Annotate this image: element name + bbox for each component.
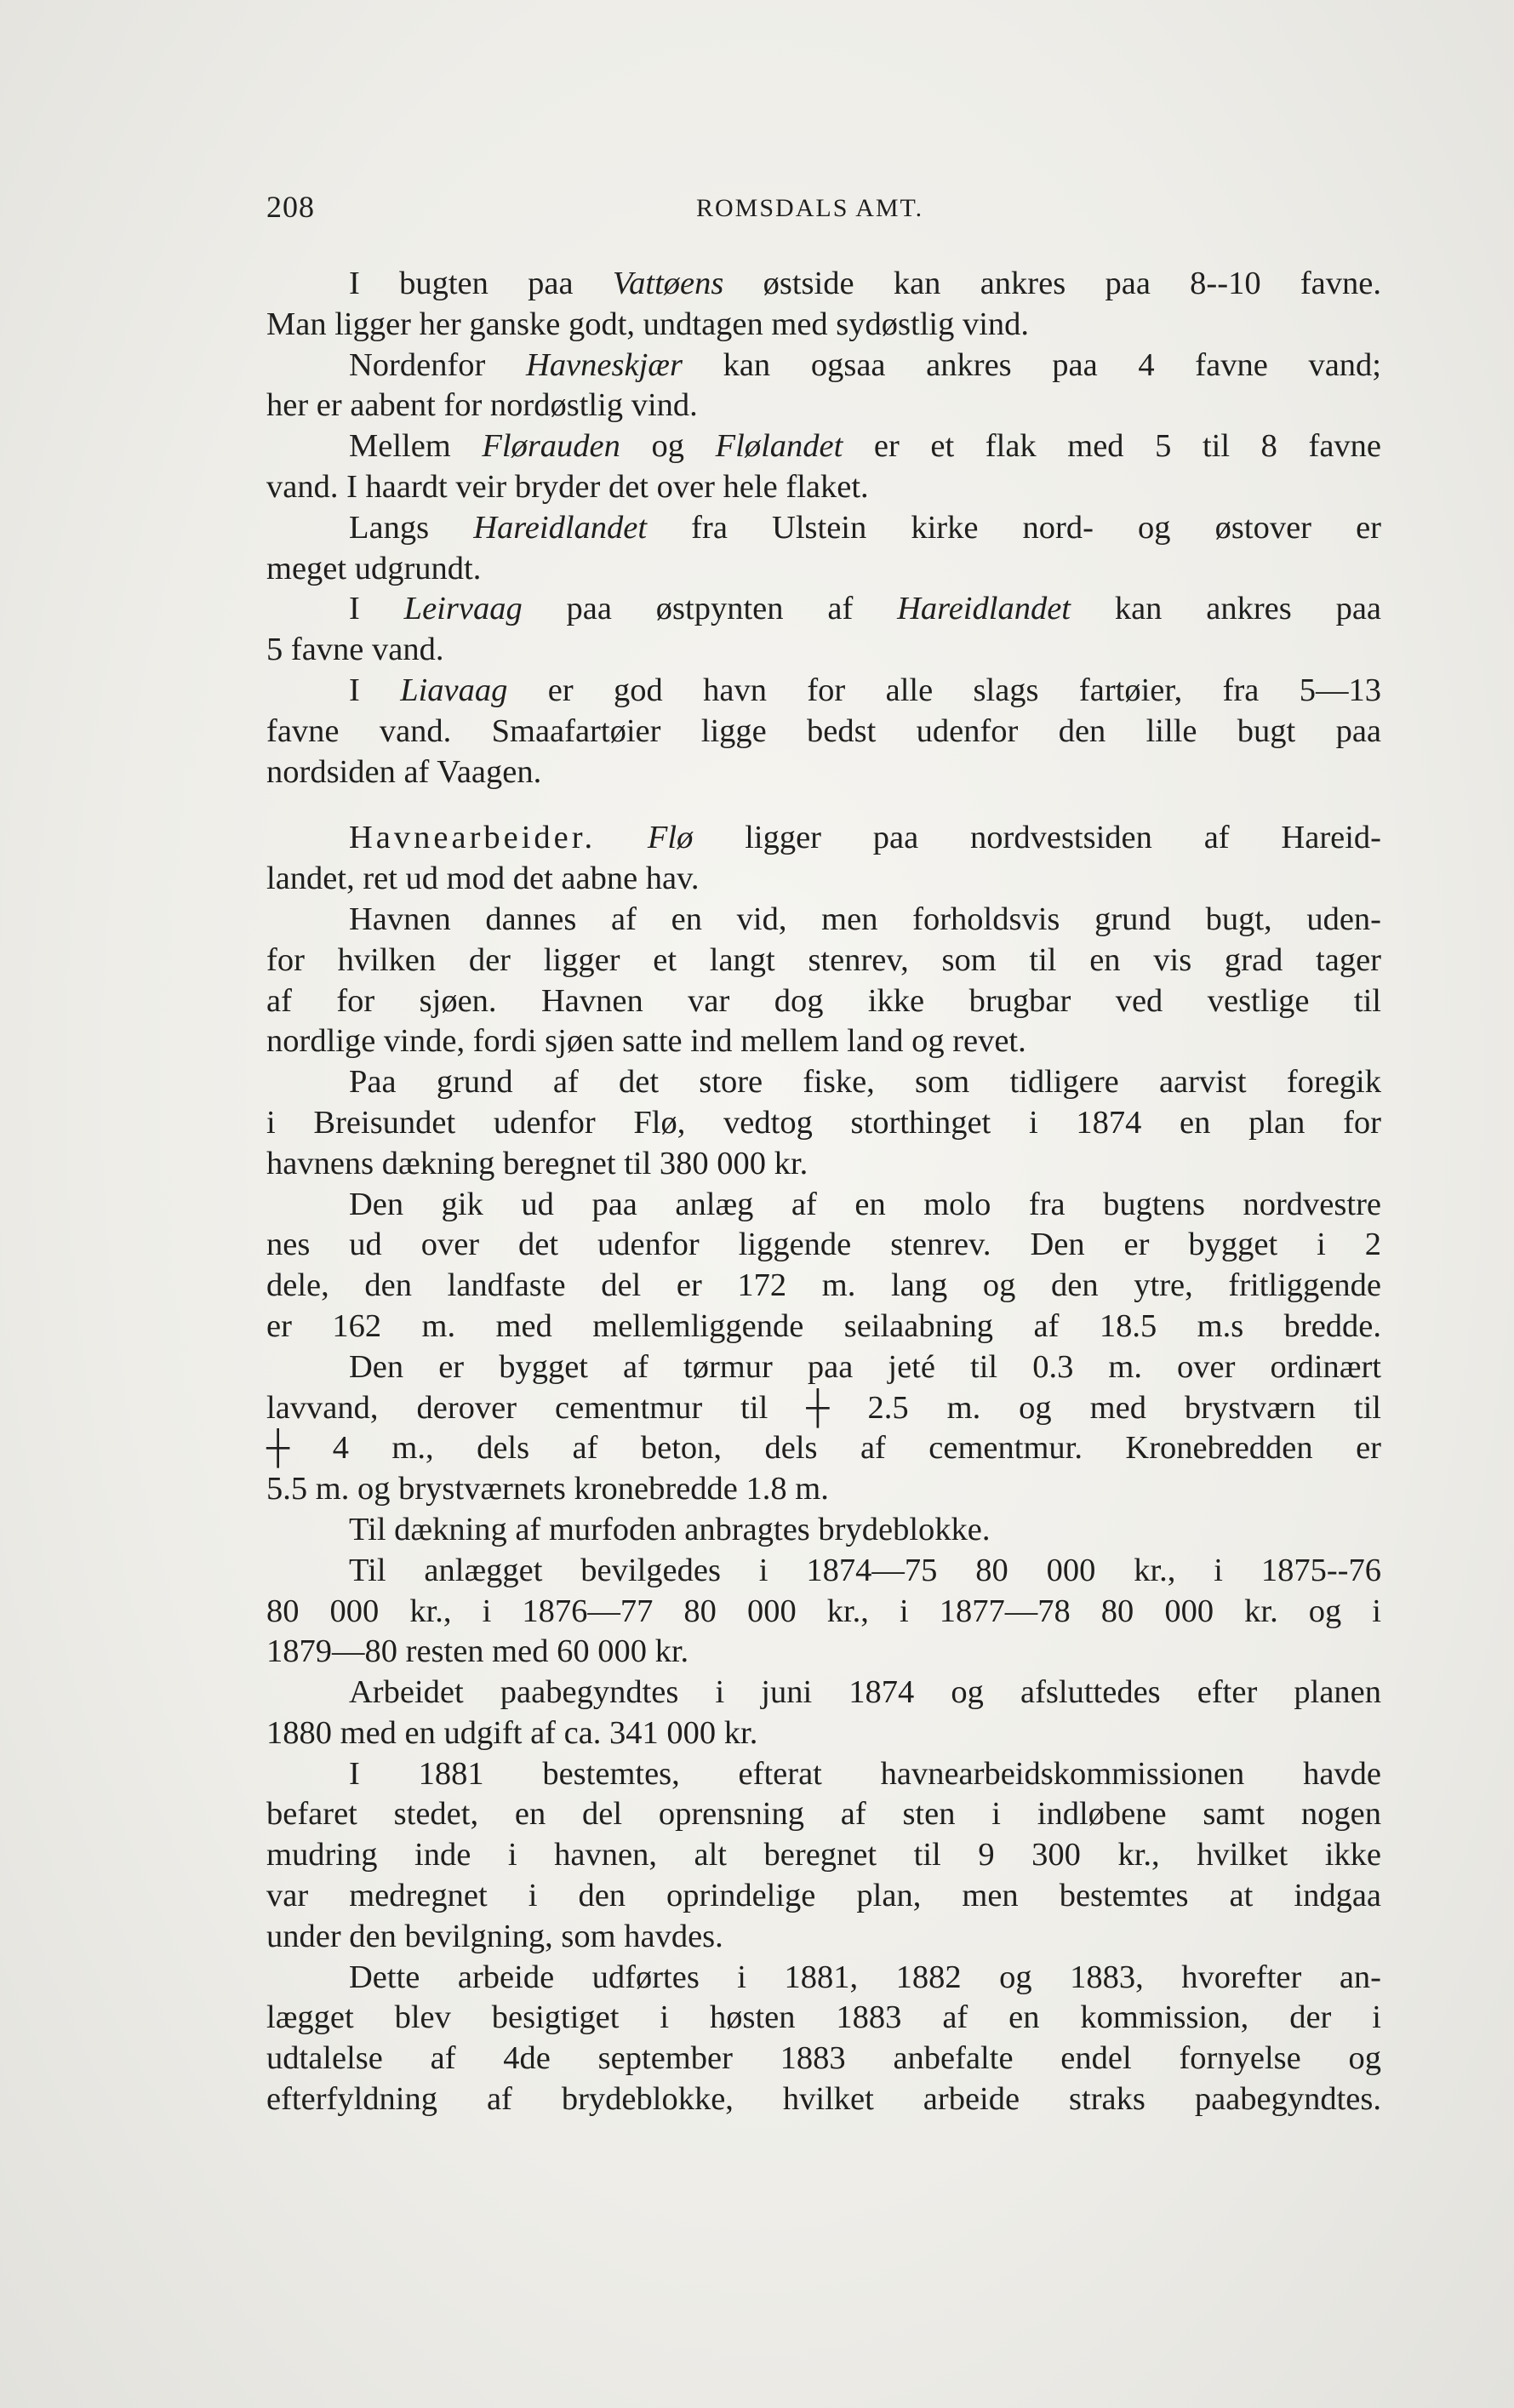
text-line (266, 1144, 1381, 1185)
italic-place-name: Hareidlandet (473, 509, 648, 546)
italic-place-name: Liavaag (400, 672, 508, 708)
text-line (266, 1876, 1381, 1917)
text-line (266, 752, 1381, 793)
text-line (266, 386, 1381, 426)
text-line (266, 1266, 1381, 1307)
text-segment: Den er bygget af tørmur paa jeté til 0.3 m. over ordinært (349, 1348, 1381, 1385)
text-line (266, 1958, 1381, 1999)
text-segment: var medregnet i den oprindelige plan, men bestemtes at indgaa (266, 1878, 1381, 1914)
text-segment: Paa grund af det store fiske, som tidligere aarvist foregik (349, 1064, 1381, 1101)
text-segment: paa østpynten af (522, 591, 898, 627)
text-segment: i Breisundet udenfor Flø, vedtog storthinget i 1874 en plan for (266, 1104, 1381, 1141)
text-line (266, 630, 1381, 671)
body-text (266, 264, 1381, 2120)
text-line (266, 264, 1381, 305)
text-segment: lavvand, derover cementmur til ┼ 2.5 m. og med brystværn til (266, 1389, 1381, 1426)
text-line (266, 1592, 1381, 1633)
running-head: ROMSDALS AMT. (696, 194, 924, 222)
text-line (266, 1469, 1381, 1510)
text-segment: meget udgrundt. (266, 550, 482, 586)
text-line (266, 1632, 1381, 1673)
text-line (266, 426, 1381, 467)
text-segment: 5 favne vand. (266, 632, 444, 668)
text-line (266, 1794, 1381, 1835)
text-segment: 5.5 m. og brystværnets kronebredde 1.8 m. (266, 1471, 829, 1507)
text-segment: 1880 med en udgift af ca. 341 000 kr. (266, 1714, 758, 1751)
text-line (266, 1347, 1381, 1388)
italic-place-name: Vattøens (612, 266, 724, 301)
text-segment: af for sjøen. Havnen var dog ikke brugbar ved vestlige til (266, 982, 1381, 1019)
text-segment: Til dækning af murfoden anbragtes brydeblokke. (349, 1511, 991, 1547)
text-line (266, 1510, 1381, 1551)
text-line (266, 900, 1381, 941)
text-line (266, 1307, 1381, 1347)
text-segment: er et flak med 5 til 8 favne (843, 428, 1382, 465)
paragraph-gap (266, 792, 1381, 818)
text-segment: ┼ 4 m., dels af beton, dels af cementmur. Kronebredden er (266, 1430, 1381, 1467)
text-line (266, 1428, 1381, 1469)
text-line (266, 1998, 1381, 2039)
text-segment: kan ankres paa (1070, 591, 1381, 627)
text-segment: er 162 m. med mellemliggende seilaabning af 18.5 m.s bredde. (266, 1307, 1381, 1344)
text-segment: fra Ulstein kirke nord- og østover er (647, 509, 1381, 546)
text-segment: udtalelse af 4de september 1883 anbefalte endel fornyelse og (266, 2040, 1381, 2077)
text-line (266, 1713, 1381, 1754)
text-segment: I (349, 672, 401, 708)
text-line (266, 1062, 1381, 1103)
text-segment: favne vand. Smaafartøier ligge bedst udenfor den lille bugt paa (266, 712, 1381, 749)
text-segment: I 1881 bestemtes, efterat havnearbeidskommissionen havde (349, 1755, 1381, 1792)
text-line (266, 1551, 1381, 1592)
text-segment: ligger paa nordvestsiden af Hareid- (693, 820, 1381, 856)
text-segment: og (620, 428, 716, 465)
text-segment: for hvilken der ligger et langt stenrev, som til en vis grad tager (266, 941, 1381, 978)
text-segment: 1879—80 resten med 60 000 kr. (266, 1633, 689, 1670)
text-segment: østside kan ankres paa 8--10 favne. (723, 266, 1381, 301)
text-segment: Arbeidet paabegyndtes i juni 1874 og afsluttedes efter planen (349, 1674, 1381, 1711)
text-line (266, 712, 1381, 752)
text-line (266, 1103, 1381, 1144)
section-heading: Havnearbeider. (349, 820, 597, 856)
text-segment: havnens dækning beregnet til 380 000 kr. (266, 1145, 808, 1181)
text-segment: Langs (349, 509, 474, 546)
text-line (266, 2039, 1381, 2079)
italic-place-name: Flørauden (482, 428, 620, 465)
text-line (266, 305, 1381, 346)
text-segment: 80 000 kr., i 1876—77 80 000 kr., i 1877—78 80 000 kr. og i (266, 1593, 1381, 1629)
text-segment: Den gik ud paa anlæg af en molo fra bugtens nordvestre (349, 1186, 1381, 1222)
text-segment: Nordenfor (349, 346, 527, 383)
text-line (266, 1388, 1381, 1429)
text-segment: nes ud over det udenfor liggende stenrev. Den er bygget i 2 (266, 1227, 1381, 1263)
text-segment: kan ogsaa ankres paa 4 favne vand; (682, 346, 1381, 383)
text-line (266, 1917, 1381, 1958)
text-segment (596, 820, 648, 855)
text-segment: befaret stedet, en del oprensning af sten i indløbene samt nogen (266, 1796, 1381, 1833)
text-segment: efterfyldning af brydeblokke, hvilket arbeide straks paabegyndtes. (266, 2081, 1381, 2118)
page-number: 208 (266, 190, 315, 224)
text-segment: landet, ret ud mod det aabne hav. (266, 861, 700, 897)
text-segment: Til anlægget bevilgedes i 1874—75 80 000 kr., i 1875--76 (349, 1552, 1381, 1588)
text-line (266, 1835, 1381, 1876)
italic-place-name: Havneskjær (526, 346, 683, 383)
text-line (266, 2079, 1381, 2120)
text-segment: mudring inde i havnen, alt beregnet til 9 300 kr., hvilket ikke (266, 1837, 1381, 1873)
text-line (266, 981, 1381, 1022)
text-segment: nordsiden af Vaagen. (266, 753, 542, 790)
italic-place-name: Flølandet (715, 428, 843, 465)
text-line (266, 589, 1381, 630)
text-segment: vand. I haardt veir bryder det over hele flaket. (266, 468, 869, 505)
text-line (266, 1021, 1381, 1062)
text-line (266, 508, 1381, 549)
text-line (266, 1754, 1381, 1795)
text-line (266, 1185, 1381, 1226)
text-line (266, 467, 1381, 508)
text-segment: Man ligger her ganske godt, undtagen med sydøstlig vind. (266, 306, 1030, 342)
text-line (266, 859, 1381, 900)
text-line (266, 1225, 1381, 1266)
italic-place-name: Flø (647, 820, 694, 856)
text-segment: her er aabent for nordøstlig vind. (266, 387, 698, 424)
text-segment: I (349, 591, 404, 627)
text-segment: er god havn for alle slags fartøier, fra 5—13 (507, 672, 1381, 708)
text-line (266, 818, 1381, 859)
text-line (266, 1673, 1381, 1713)
italic-place-name: Leirvaag (403, 591, 523, 627)
text-segment: under den bevilgning, som havdes. (266, 1918, 723, 1954)
text-line (266, 346, 1381, 386)
text-segment: Havnen dannes af en vid, men forholdsvis grund bugt, uden- (349, 901, 1381, 937)
text-line (266, 941, 1381, 981)
italic-place-name: Hareidlandet (897, 591, 1071, 627)
text-segment: Mellem (349, 428, 483, 465)
text-segment: dele, den landfaste del er 172 m. lang og den ytre, fritliggende (266, 1267, 1381, 1304)
text-segment: Dette arbeide udførtes i 1881, 1882 og 1883, hvorefter an- (349, 1959, 1381, 1995)
page-header (266, 189, 1381, 240)
text-segment: lægget blev besigtiget i høsten 1883 af en kommission, der i (266, 1999, 1381, 2036)
text-segment: nordlige vinde, fordi sjøen satte ind mellem land og revet. (266, 1023, 1026, 1060)
text-line (266, 671, 1381, 712)
text-line (266, 549, 1381, 590)
text-segment: I bugten paa (349, 266, 613, 301)
